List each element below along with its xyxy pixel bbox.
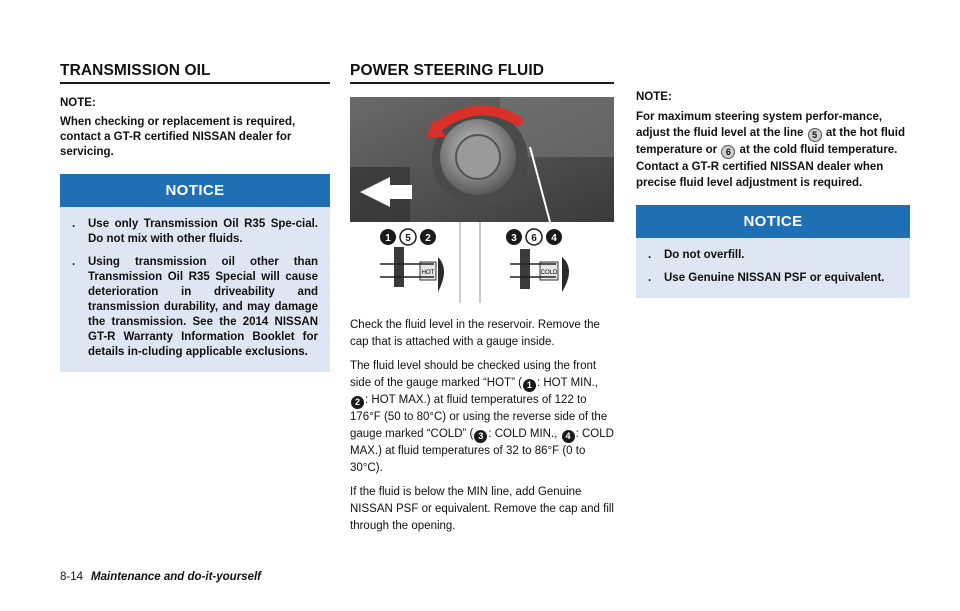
reservoir-illustration (350, 97, 614, 303)
note-label: NOTE: (636, 91, 672, 103)
notice-item: . Use only Transmission Oil R35 Spe-cial. Do not mix with other fluids. (72, 218, 318, 245)
paragraph-gauge-usage: The fluid level should be checked using the front side of the gauge marked “HOT” ( 1 : HOT MIN., 2 : HOT MAX.) at fluid temperatures of 122 to 176°F (50 to 80°C) or using the reverse side of the gauge marked “COLD” ( 3 : COLD MIN., 4 : COLD MAX.) at fluid temperatures of 32 to 86°F (0 to 30°C). (350, 360, 614, 474)
callout-4: 4 (551, 233, 557, 244)
paragraph-check-level: Check the fluid level in the reservoir. Remove the cap that is attached with a gauge inside. (350, 319, 600, 348)
power-steering-fluid-title: POWER STEERING FLUID (350, 62, 545, 79)
callout-6-inline: 6 (721, 145, 735, 159)
notice-header: NOTICE (60, 174, 330, 207)
callout-5-inline: 5 (808, 128, 822, 142)
section-rule (60, 82, 330, 84)
notice-box (60, 174, 330, 372)
notice-box (636, 205, 910, 298)
paragraph-add-fluid: If the fluid is below the MIN line, add Genuine NISSAN PSF or equivalent. Remove the cap and fill through the opening. (350, 486, 614, 532)
callout-3: 3 (511, 233, 517, 244)
hot-label: HOT (421, 270, 435, 276)
callout-1: 1 (385, 233, 391, 244)
transmission-oil-title: TRANSMISSION OIL (60, 62, 211, 79)
cold-label: COLD (540, 270, 558, 276)
section-rule (350, 82, 614, 84)
notice-header: NOTICE (636, 205, 910, 238)
notice-item: . Using transmission oil other than Transmission Oil R35 Special will cause deterioration in driveability and transmission durability, and may damage the transmission. See the 2014 NISSAN GT-R Warranty Information Booklet for details in-cluding applicable exclusions. (72, 256, 318, 358)
callout-3-inline: 3 (474, 430, 487, 443)
notice-list (636, 238, 910, 298)
note-label: NOTE: (60, 97, 96, 109)
transmission-oil-section (60, 97, 330, 372)
page-number: 8-14 (60, 571, 84, 583)
callout-4-inline: 4 (562, 430, 575, 443)
steering-note-text: For maximum steering system perfor-mance, adjust the fluid level at the line 5 at the hot fluid temperature or 6 at the cold fluid temperature. Contact a GT-R certified NISSAN dealer when precise fluid level adjustment is required. (636, 111, 906, 189)
page-footer (60, 571, 261, 583)
callout-6: 6 (531, 233, 537, 244)
steering-note-section (636, 91, 910, 298)
power-steering-section (350, 97, 614, 542)
callout-5: 5 (405, 233, 411, 244)
note-text: When checking or replacement is required, contact a GT-R certified NISSAN dealer for servicing. (60, 116, 296, 158)
chapter-title: Maintenance and do-it-yourself (91, 571, 261, 583)
callout-2: 2 (425, 233, 431, 244)
callout-2-inline: 2 (351, 396, 364, 409)
callout-1-inline: 1 (523, 379, 536, 392)
notice-item: . Use Genuine NISSAN PSF or equivalent. (648, 272, 885, 284)
notice-list (60, 207, 330, 372)
notice-item: . Do not overfill. (648, 249, 745, 261)
